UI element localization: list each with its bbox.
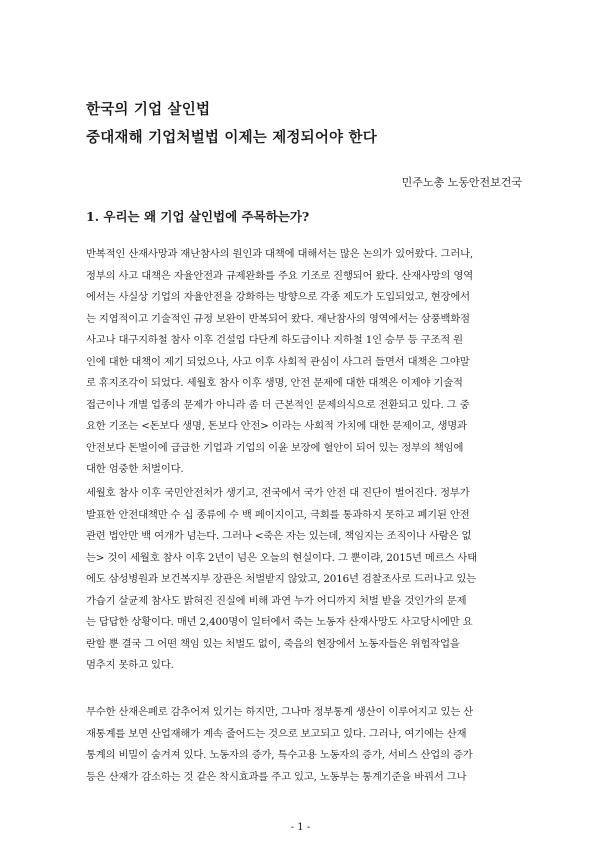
text-line: 재통계를 보면 산업재해가 계속 줄어드는 것으로 보고되고 있다. 그러나, 여기에는 산재 — [86, 727, 467, 740]
text-line: 로 휴지조각이 되었다. 세월호 참사 이후 생명, 안전 문제에 대한 대책은 이제야 기술적 — [86, 377, 463, 389]
section-heading: 1. 우리는 왜 기업 살인법에 주목하는가? — [86, 209, 310, 224]
text-line: 접근이나 개별 업종의 문제가 아니라 좀 더 근본적인 문제의식으로 전환되고 있다. 그 중 — [86, 398, 470, 411]
author-line: 민주노총 노동안전보건국 — [401, 176, 522, 189]
text-line: 세월호 참사 이후 국민안전처가 생기고, 전국에서 국가 안전 대 진단이 벌어진다. 정부가 — [86, 487, 470, 499]
text-line: 등은 산재가 감소하는 것 같은 착시효과를 주고 있고, 노동부는 통계기준을 바꿔서 그나 — [86, 770, 467, 783]
text-line: 통계의 비밀이 숨겨져 있다. 노동자의 증가, 특수고용 노동자의 증가, 서비스 산업의 증가 — [86, 749, 473, 761]
text-line: 가습기 살균제 참사도 밝혀진 진실에 비해 과연 누가 어디까지 처벌 받을 것인가의 문제 — [86, 594, 467, 607]
text-line: 멈추지 못하고 있다. — [86, 659, 174, 671]
text-line: 는> 것이 세월호 참사 이후 2년이 넘은 오늘의 현실이다. 그 뿐이랴, 2015년 메르스 사태 — [86, 551, 478, 564]
text-line: 에도 삼성병원과 보건복지부 장관은 처벌받지 않았고, 2016년 검찰조사로 드러나고 있는 — [86, 573, 476, 585]
text-line: 인에 대한 대책이 제기 되었으나, 사고 이후 사회적 관심이 사그러 들면서 대책은 그야말 — [86, 355, 470, 368]
document-title: 한국의 기업 살인법 — [86, 101, 211, 118]
text-line: 발표한 안전대책만 수 십 종류에 수 백 페이지이고, 극회를 통과하지 못하고 폐기된 안전 — [86, 508, 470, 521]
text-line: 반복적인 산재사망과 재난참사의 원인과 대책에 대해서는 많은 논의가 있어왔다. 그러나, — [86, 248, 474, 260]
text-line: 정부의 사고 대책은 자율안전과 규제완화를 주요 기조로 진행되어 왔다. 산재사망의 영역 — [86, 269, 474, 282]
paragraph-2 — [86, 483, 516, 677]
text-line: 대한 엄중한 처벌이다. — [86, 463, 184, 475]
text-line: 란할 뿐 결국 그 어떤 책임 있는 처벌도 없이, 죽음의 현장에서 노동자들은 위험작업을 — [86, 637, 460, 650]
paragraph-3 — [86, 702, 516, 788]
text-line: 안전보다 돈벌이에 급급한 기업과 기업의 이윤 보장에 혈안이 되어 있는 정부의 책임에 — [86, 441, 464, 454]
text-line: 는 지엽적이고 기술적인 규정 보완이 반복되어 왔다. 재난참사의 영역에서는 삼풍백화점 — [86, 312, 470, 325]
document-subtitle: 중대재해 기업처벌법 이제는 제정되어야 한다 — [86, 129, 377, 146]
paragraph-1 — [86, 244, 516, 481]
text-line: 무수한 산재은폐로 감추어져 있기는 하지만, 그나마 정부통계 생산이 이루어지고 있는 산 — [86, 706, 474, 718]
page-number: - 1 - — [290, 822, 311, 833]
text-line: 는 답답한 상황이다. 매년 2,400명이 일터에서 죽는 노동자 산재사망도 사고당시에만 요 — [86, 616, 473, 628]
text-line: 에서는 사실상 기업의 자율안전을 강화하는 방향으로 각종 제도가 도입되었고, 현장에서 — [86, 291, 470, 303]
text-line: 요한 기조는 <돈보다 생명, 돈보다 안전> 이라는 사회적 가치에 대한 문제이고, 생명과 — [86, 420, 467, 432]
text-line: 사고나 대구지하철 참사 이후 건설업 다단계 하도급이나 지하철 1인 승무 등 구조적 원 — [86, 334, 463, 346]
text-line: 관련 법안만 백 여개가 넘는다. 그러나 <죽은 자는 있는데, 책임지는 조직이나 사람은 없 — [86, 530, 472, 542]
